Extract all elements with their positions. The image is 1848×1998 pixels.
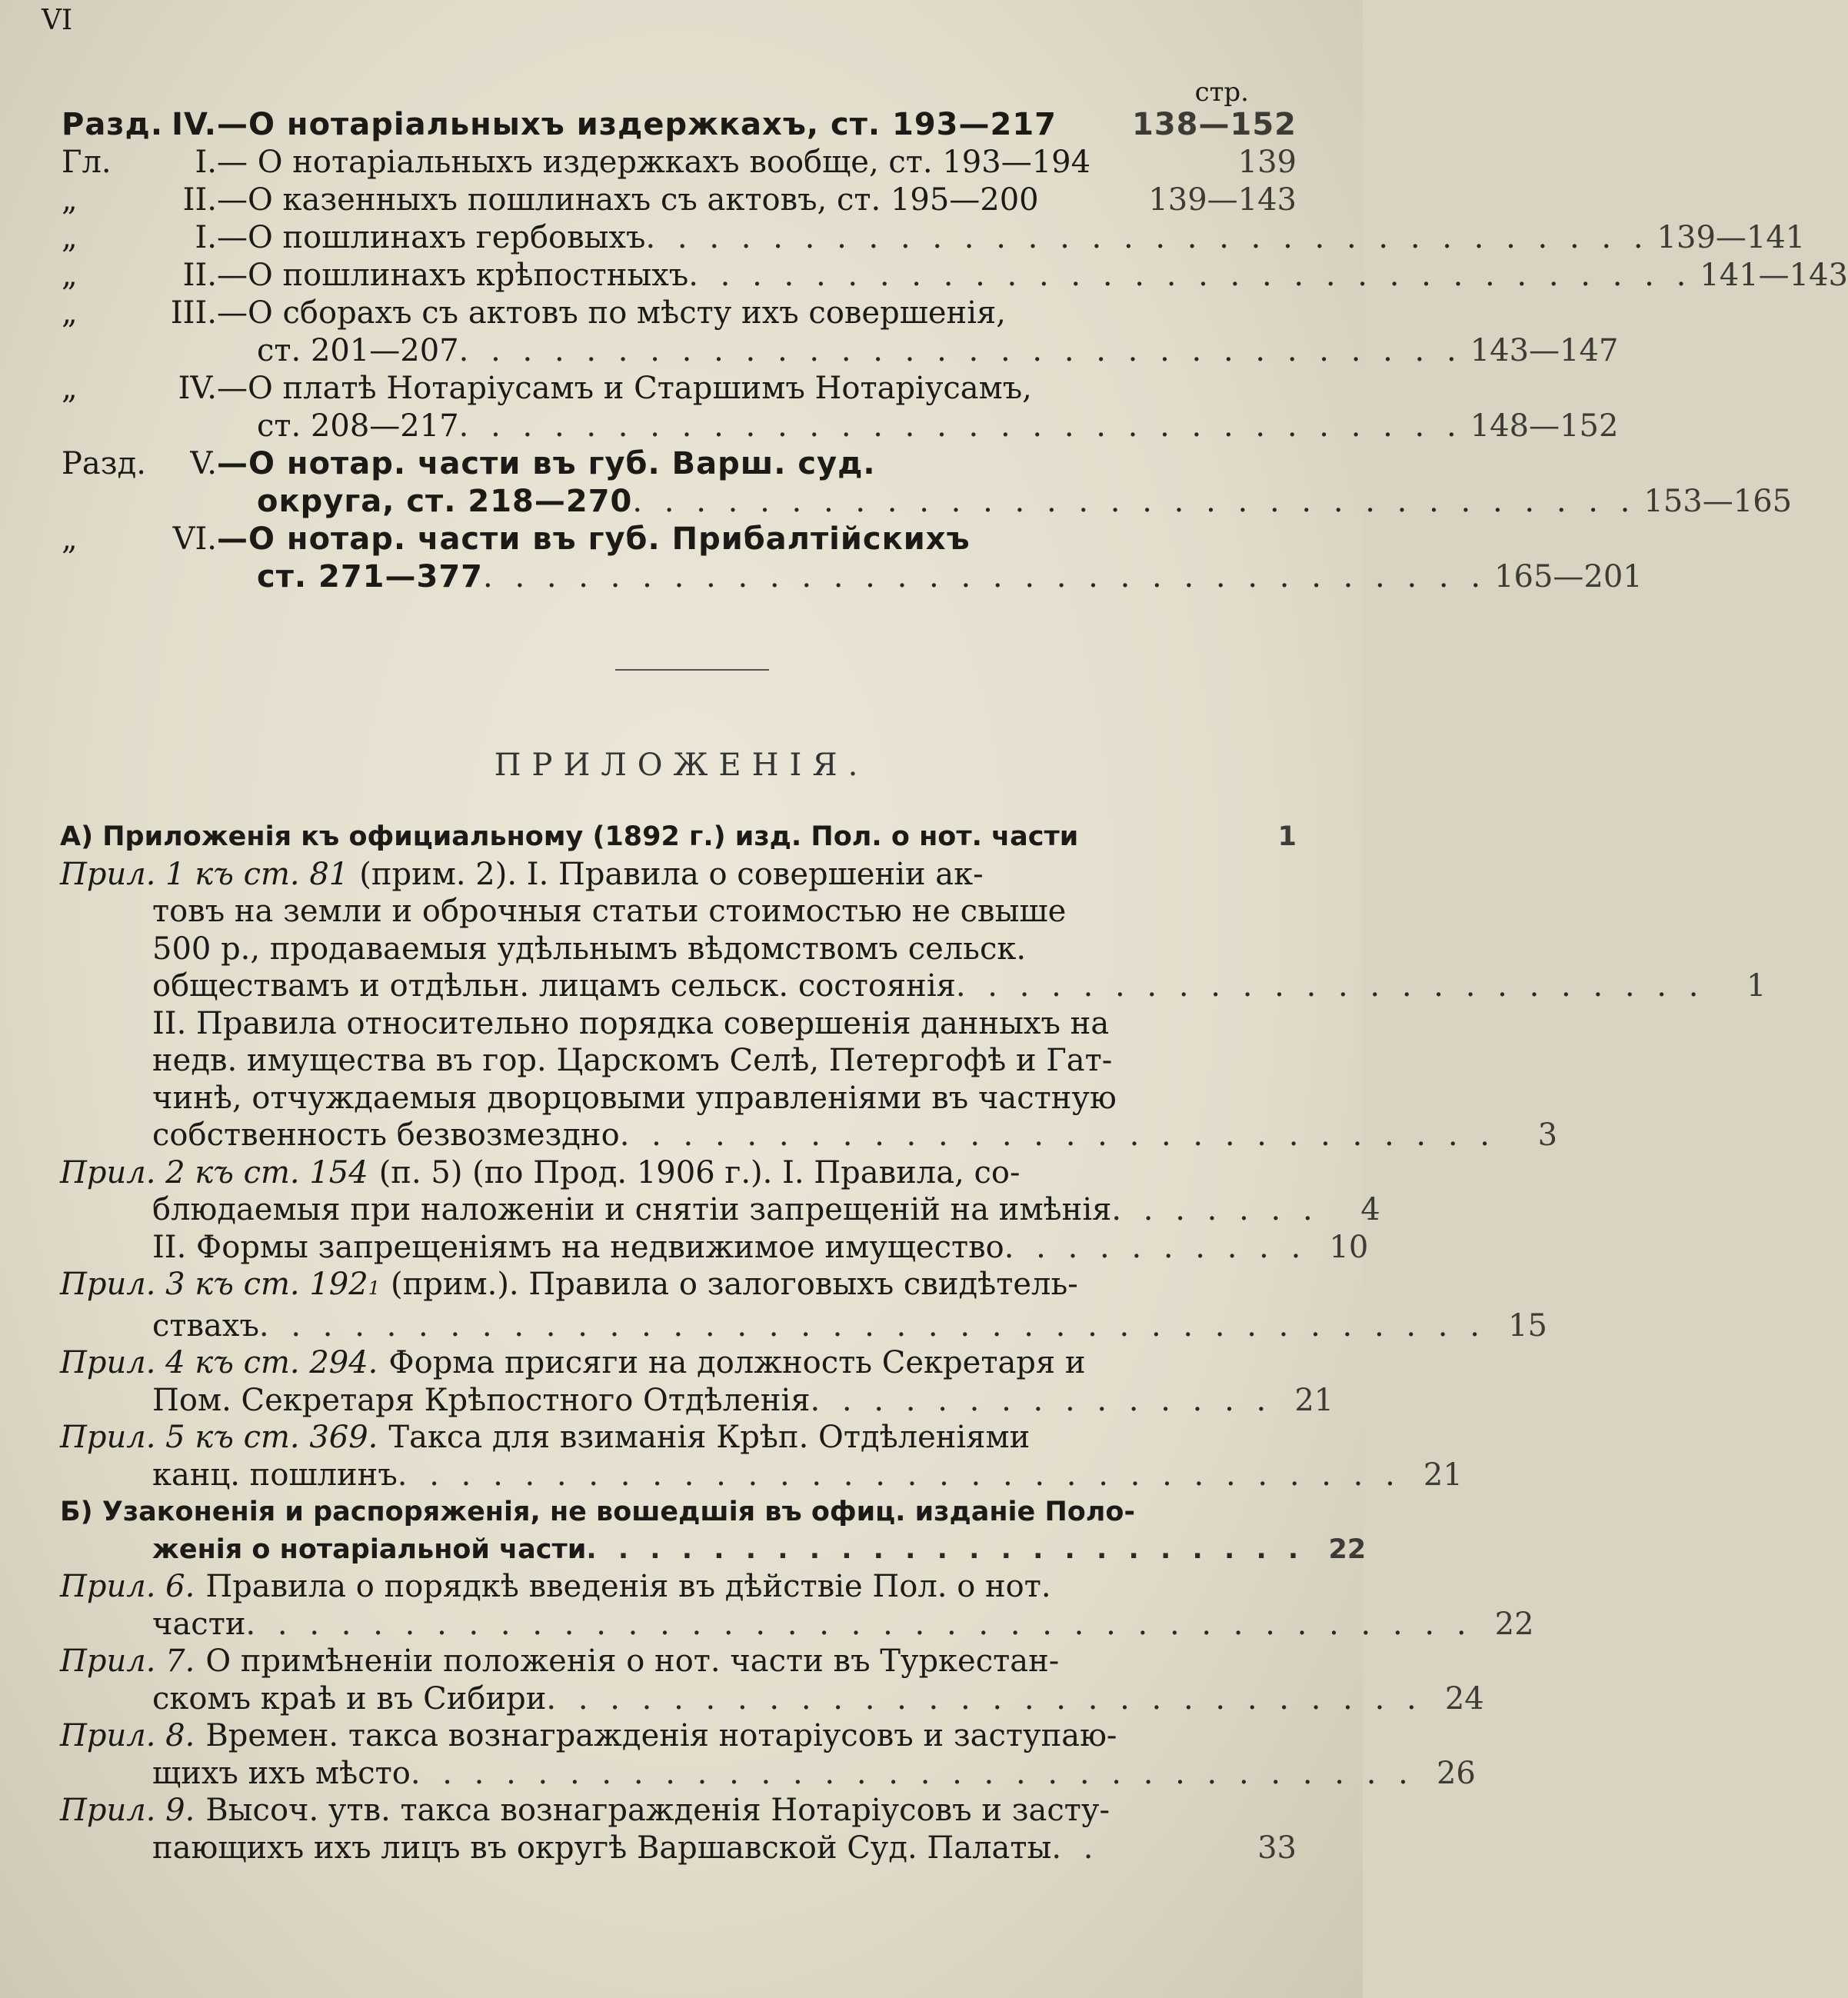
toc-number: II. [182, 258, 217, 293]
appendix-text: Пом. Секретаря Крѣпостного Отдѣленія [152, 1382, 811, 1418]
toc-entry [62, 521, 1297, 558]
toc-title: —О нотаріальныхъ издержкахъ, ст. 193—217 [217, 107, 1057, 142]
appendix-page: 1 [1746, 968, 1766, 1004]
appendix-text: собственность безвозмездно [152, 1117, 620, 1153]
appendix-text-line [60, 893, 1297, 931]
appendix-ref: Прил. 8. [60, 1718, 195, 1753]
toc-prefix: Разд. [62, 446, 146, 481]
section-title: Б) Узаконенія и распоряженія, не вошедшія въ офиц. изданіе Поло- [60, 1497, 1135, 1527]
appendix-text-line [60, 1080, 1297, 1117]
appendix-text: недв. имущества въ гор. Царскомъ Селѣ, Петергофѣ и Гат- [152, 1043, 1113, 1078]
toc-pages: 138—152 [1132, 107, 1297, 142]
appendix-text-line [60, 1457, 1463, 1494]
toc-entry [62, 219, 1806, 257]
appendix-text: Высоч. утв. такса вознагражденія Нотаріусовъ и засту- [205, 1793, 1110, 1828]
toc-entry [62, 370, 1297, 408]
toc-entry-continuation [62, 483, 1793, 521]
leader-dots: . . . . . . . . . . . . . . . . . . . . . . . . . . . . . . . . [688, 258, 1693, 293]
toc-number: I. [195, 145, 217, 180]
toc-number: IV. [178, 371, 217, 406]
appendix-text: II. Правила относительно порядка совершенія данныхъ на [152, 1005, 1110, 1041]
toc-number: II. [182, 182, 217, 218]
toc-number: IV. [171, 107, 217, 142]
appendix-entry [60, 1643, 1297, 1680]
appendix-text-line [60, 1117, 1558, 1154]
appendix-page: 26 [1436, 1755, 1476, 1791]
leader-dots: . . . . . . . . . . . . . . . . . . . . . . . . . . . . [619, 1117, 1497, 1153]
toc-prefix: „ [62, 371, 78, 406]
appendix-text: II. Формы запрещеніямъ на недвижимое имущество [152, 1229, 1004, 1265]
toc-entry [62, 106, 1297, 144]
toc-prefix: „ [62, 295, 78, 331]
appendix-entry [60, 1717, 1297, 1755]
section-page: 1 [1277, 821, 1297, 852]
leader-dots: . . . . . . . . . . . . . . . . . . . . . . . . . . . . . . . . . . . . . . . [258, 1307, 1486, 1344]
section-title-line [60, 1531, 1367, 1569]
toc-title: —О нотар. части въ губ. Варш. суд. [217, 446, 876, 481]
toc-number: I. [195, 220, 217, 255]
appendix-ref: Прил. 6. [60, 1569, 195, 1604]
appendix-ref: Прил. 7. [60, 1643, 195, 1679]
appendix-text: (прим.). Правила о залоговыхъ свидѣтель- [390, 1267, 1078, 1302]
toc-pages: 139—141 [1657, 220, 1806, 255]
appendix-text-line [60, 1606, 1534, 1643]
appendix-text-line [60, 1229, 1369, 1267]
appendix-text: Такса для взиманія Крѣп. Отдѣленіями [388, 1420, 1031, 1455]
leader-dots: . . . . . . . . . . [1004, 1229, 1307, 1265]
appendix-ref-sup: 1 [368, 1277, 380, 1299]
appendix-text-line [60, 1382, 1334, 1420]
appendix-text-line [60, 1680, 1484, 1718]
appendix-text: обществамъ и отдѣльн. лицамъ сельск. состоянія [152, 968, 956, 1004]
appendix-text: скомъ краѣ и въ Сибири [152, 1680, 547, 1717]
appendix-ref: Прил. 2 къ ст. 154 [60, 1154, 368, 1190]
leader-dots: . . . . . . . . . . . . . . . . . . . . . . . . . . . . . . . . [645, 220, 1650, 255]
leader-dots: . . . . . . . . . . . . . . . . . . . . . . . . . . . . . . . . [458, 333, 1463, 368]
appendix-text-line [60, 1005, 1297, 1043]
appendix-ref: Прил. 4 къ ст. 294. [60, 1345, 378, 1380]
leader-dots: . . . . . . . . . . . . . . . . . . . . . . . . . . . . [546, 1680, 1423, 1717]
toc-prefix: Разд. [62, 107, 164, 142]
toc-title-cont: ст. 208—217 [257, 408, 459, 444]
toc-prefix: „ [62, 258, 78, 293]
appendix-ref: Прил. 3 къ ст. 192 [60, 1267, 368, 1302]
leader-dots: . . . . . . . . . . . . . . . . . . . . . . . . [955, 968, 1705, 1004]
toc-pages: 139 [1237, 145, 1297, 180]
leader-dots: . . . . . . . . . . . . . . . . . . . . . . . . . . . . . . . . [483, 559, 1487, 594]
toc-pages: 153—165 [1643, 484, 1793, 519]
appendix-entry [60, 1266, 1297, 1307]
toc-title-cont: округа, ст. 218—270 [257, 484, 633, 519]
toc-pages: 143—147 [1470, 333, 1619, 368]
appendix-page: 21 [1423, 1457, 1463, 1493]
appendix-entry [60, 1419, 1297, 1457]
toc-title: —О платѣ Нотаріусамъ и Старшимъ Нотаріусамъ, [217, 371, 1032, 406]
appendix-text: Правила о порядкѣ введенія въ дѣйствіе Пол. о нот. [205, 1569, 1051, 1604]
toc-entry [62, 257, 1848, 295]
appendix-text-line [60, 1042, 1297, 1080]
appendix-heading: ПРИЛОЖЕНІЯ. [494, 748, 869, 783]
appendix-page: 24 [1444, 1680, 1484, 1717]
appendix-page: 15 [1508, 1307, 1547, 1344]
appendix-text-line [60, 1307, 1547, 1345]
section-title: женія о нотаріальной части [152, 1533, 587, 1565]
page-column-label: стр. [1194, 77, 1249, 108]
appendix-text: блюдаемыя при наложеніи и снятіи запрещеній на имѣнія [152, 1192, 1112, 1227]
section-title: А) Приложенія къ официальному (1892 г.) изд. Пол. о нот. части [60, 821, 1079, 852]
toc-pages: 141—143 [1700, 258, 1848, 293]
appendix-text: пающихъ ихъ лицъ въ округѣ Варшавской Суд. Палаты [152, 1830, 1052, 1866]
appendix-text-line [60, 1755, 1476, 1793]
appendix-text-line [60, 967, 1766, 1005]
appendix-text: Времен. такса вознагражденія нотаріусовъ и заступаю- [205, 1718, 1117, 1753]
toc-entry [62, 181, 1297, 219]
toc-title-cont: ст. 271—377 [257, 559, 484, 594]
leader-dots: . . . . . . . . . . . . . . . . . . . . . . . [586, 1533, 1305, 1565]
toc-entry-continuation [62, 558, 1643, 596]
appendix-page: 33 [1257, 1830, 1297, 1866]
appendix-text: Форма присяги на должность Секретаря и [388, 1345, 1086, 1380]
section-divider [615, 669, 769, 671]
toc-entry [62, 144, 1297, 181]
appendix-text: 500 р., продаваемыя удѣльнымъ вѣдомствомъ сельск. [152, 931, 1027, 967]
appendix-ref: Прил. 9. [60, 1793, 195, 1828]
toc-entry-continuation [62, 408, 1619, 445]
appendix-text: чинѣ, отчуждаемыя дворцовыми управленіями въ частную [152, 1080, 1117, 1116]
toc-title: —О сборахъ съ актовъ по мѣсту ихъ совершенія, [217, 295, 1006, 331]
appendix-entry [60, 1344, 1297, 1382]
appendix-text: О примѣненіи положенія о нот. части въ Туркестан- [205, 1643, 1060, 1679]
appendix-text: канц. пошлинъ [152, 1457, 398, 1493]
appendix-text: части [152, 1606, 246, 1642]
appendix-entry [60, 856, 1297, 894]
appendix-text: (прим. 2). I. Правила о совершеніи ак- [359, 856, 984, 892]
toc-number: V. [190, 446, 217, 481]
toc-title-cont: ст. 201—207 [257, 333, 459, 368]
section-page: 22 [1328, 1533, 1367, 1565]
appendix-ref: Прил. 5 къ ст. 369. [60, 1420, 378, 1455]
leader-dots: . . . . . . . . . . . . . . . . . . . . . . . . . . . . . . . . [632, 484, 1637, 519]
appendix-ref: Прил. 1 къ ст. 81 [60, 856, 349, 892]
appendix-text-line [60, 1830, 1297, 1867]
appendix-page: 21 [1294, 1382, 1334, 1418]
appendix-text-line [60, 931, 1297, 968]
toc-number: III. [170, 295, 217, 331]
toc-title: — О нотаріальныхъ издержкахъ вообще, ст. 193—194 [217, 145, 1091, 180]
appendix-entry [60, 1568, 1297, 1606]
toc-pages: 148—152 [1470, 408, 1619, 444]
leader-dots: . . . . . . . . . . . . . . . . . . . . . . . . . . . . . . . . [458, 408, 1463, 444]
appendix-page: 22 [1494, 1606, 1534, 1642]
toc-pages: 165—201 [1494, 559, 1643, 594]
toc-title: —О нотар. части въ губ. Прибалтійскихъ [217, 521, 971, 557]
toc-entry-continuation [62, 332, 1619, 370]
page-number: VI [42, 5, 73, 36]
appendix-text: товъ на земли и оброчныя статьи стоимостью не свыше [152, 894, 1067, 929]
appendix-page: 4 [1360, 1192, 1380, 1227]
toc-number: VI. [172, 521, 217, 557]
appendix-list [60, 818, 1766, 1866]
appendix-entry [60, 1154, 1297, 1192]
toc-prefix: „ [62, 220, 78, 255]
toc-title: —О казенныхъ пошлинахъ съ актовъ, ст. 195—200 [217, 182, 1039, 218]
toc-title: —О пошлинахъ крѣпостныхъ [217, 258, 689, 293]
toc-prefix: Гл. [62, 145, 112, 180]
leader-dots: . . . . . . . . . . . . . . . [810, 1382, 1273, 1418]
leader-dots: . . . . . . . . . . . . . . . . . . . . . . . . . . . . . . . . [397, 1457, 1401, 1493]
leader-dots: . . . . . . . . . . . . . . . . . . . . . . . . . . . . . . . . . . . . . . . [245, 1606, 1473, 1642]
toc-entry [62, 295, 1297, 332]
toc-title: —О пошлинахъ гербовыхъ [217, 220, 646, 255]
toc-pages: 139—143 [1148, 182, 1297, 218]
appendix-text: ствахъ [152, 1307, 259, 1344]
leader-dots: . . . . . . . [1111, 1192, 1319, 1227]
appendix-text: щихъ ихъ мѣсто [152, 1755, 411, 1791]
appendix-page: 3 [1537, 1117, 1558, 1153]
leader-dots: . . [1051, 1830, 1100, 1866]
appendix-entry [60, 1792, 1297, 1830]
toc-prefix: „ [62, 521, 78, 557]
appendix-text: (п. 5) (по Прод. 1906 г.). I. Правила, со- [378, 1154, 1021, 1190]
appendix-section-a [60, 818, 1297, 856]
appendix-text-line [60, 1191, 1380, 1229]
appendix-page: 10 [1329, 1229, 1369, 1265]
leader-dots: . . . . . . . . . . . . . . . . . . . . . . . . . . . . . . . . [410, 1755, 1414, 1791]
toc-prefix: „ [62, 182, 78, 218]
appendix-section-b [60, 1494, 1297, 1531]
table-of-contents [62, 106, 1848, 596]
toc-entry [62, 445, 1297, 483]
